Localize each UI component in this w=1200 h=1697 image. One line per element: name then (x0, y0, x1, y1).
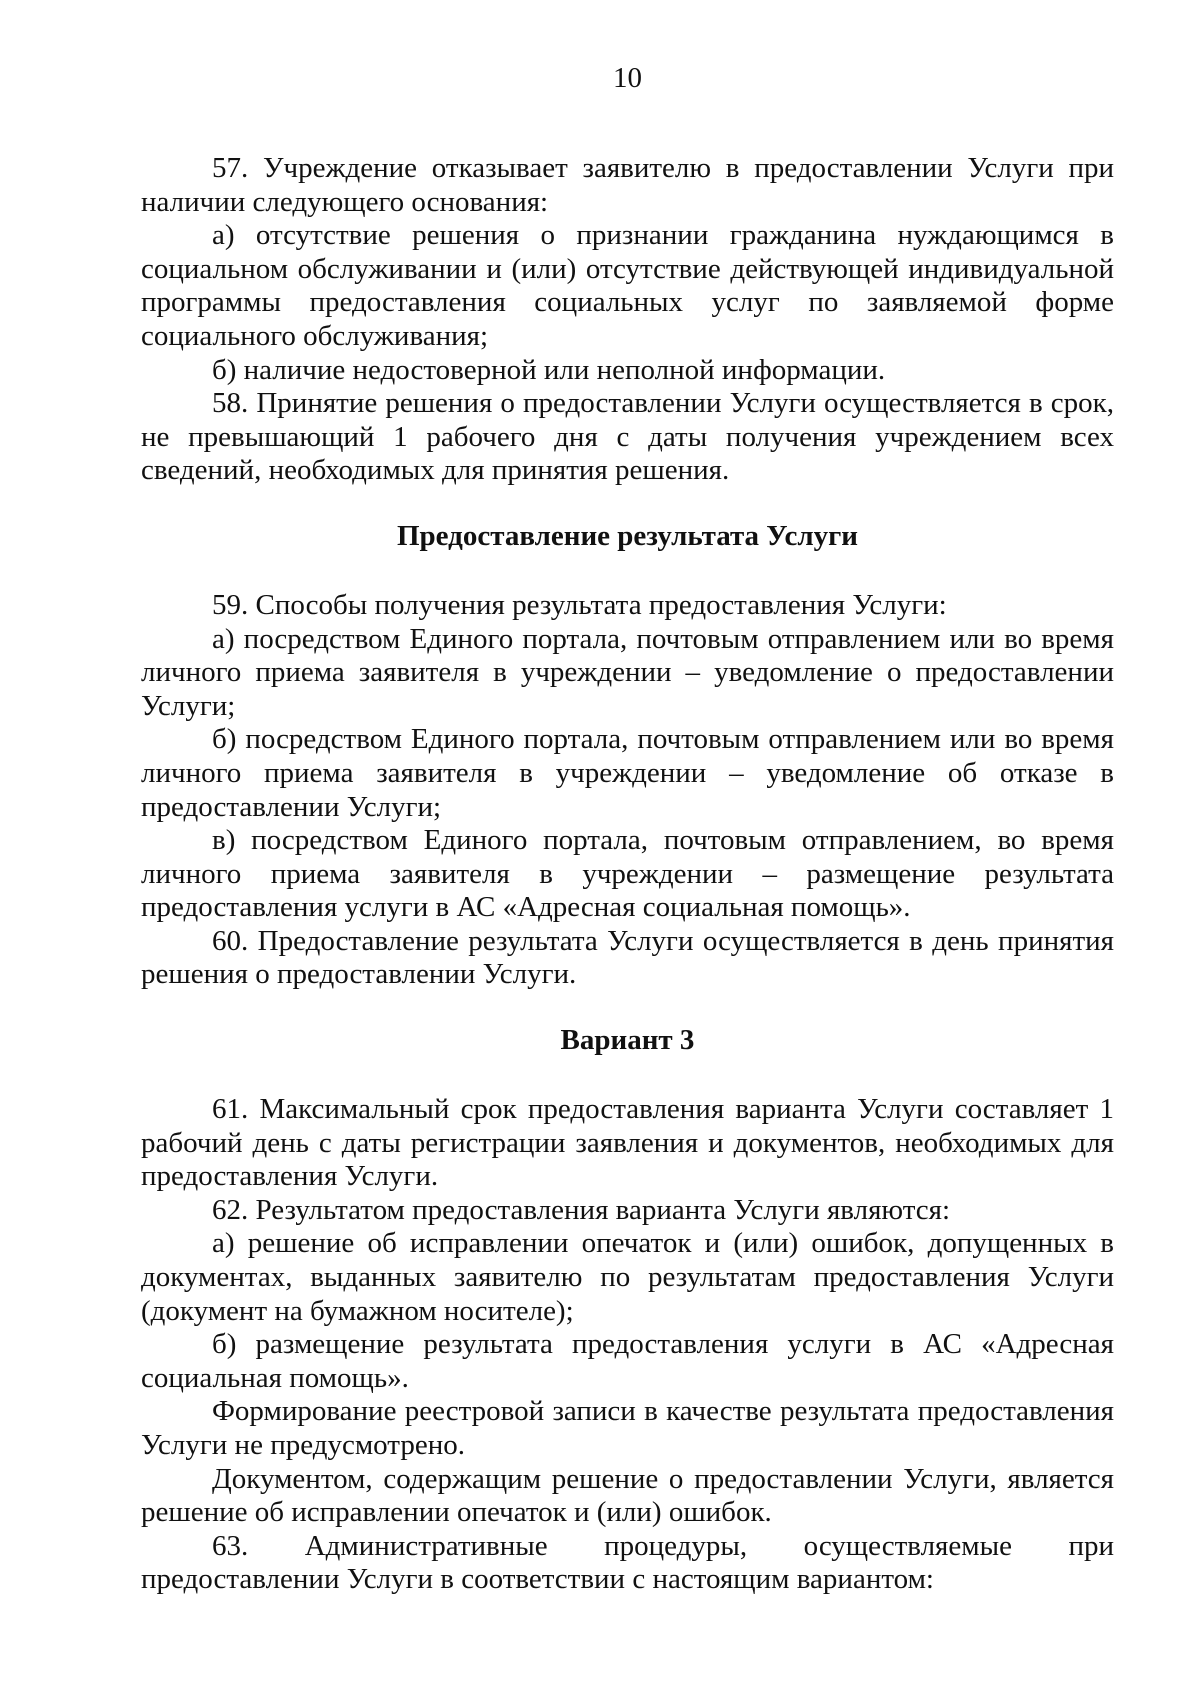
paragraph-59-v: в) посредством Единого портала, почтовым отправлением, во время личного приема заявителя в учреждении – размещение результата предоставления услуги в АС «Адресная социальная помощь». (141, 824, 1114, 924)
paragraph-57-a: а) отсутствие решения о признании гражданина нуждающимся в социальном обслуживании и (или) отсутствие действующей индивидуальной программы предоставления социальных услуг по заявляемой форме социального обслуживания; (141, 219, 1114, 352)
document-page (141, 58, 1114, 1597)
section-heading-variant-3: Вариант 3 (560, 1024, 695, 1057)
paragraph-60: 60. Предоставление результата Услуги осуществляется в день принятия решения о предоставлении Услуги. (141, 924, 1114, 991)
paragraph-decision-document: Документом, содержащим решение о предоставлении Услуги, является решение об исправлении опечаток и (или) ошибок. (141, 1462, 1114, 1529)
paragraph-61: 61. Максимальный срок предоставления варианта Услуги составляет 1 рабочий день с даты регистрации заявления и документов, необходимых для предоставления Услуги. (141, 1093, 1114, 1193)
paragraph-57: 57. Учреждение отказывает заявителю в предоставлении Услуги при наличии следующего основания: (141, 152, 1114, 218)
paragraph-62: 62. Результатом предоставления варианта Услуги являются: (212, 1193, 950, 1226)
paragraph-59-b: б) посредством Единого портала, почтовым отправлением или во время личного приема заявителя в учреждении – уведомление об отказе в предоставлении Услуги; (141, 723, 1114, 823)
paragraph-registry-record: Формирование реестровой записи в качестве результата предоставления Услуги не предусмотрено. (141, 1395, 1114, 1461)
section-heading-result: Предоставление результата Услуги (397, 519, 858, 552)
paragraph-59: 59. Способы получения результата предоставления Услуги: (212, 588, 947, 621)
page-number: 10 (613, 62, 642, 94)
paragraph-58: 58. Принятие решения о предоставлении Услуги осуществляется в срок, не превышающий 1 рабочего дня с даты получения учреждением всех сведений, необходимых для принятия решения. (141, 387, 1114, 487)
paragraph-62-a: а) решение об исправлении опечаток и (или) ошибок, допущенных в документах, выданных заявителю по результатам предоставления Услуги (документ на бумажном носителе); (141, 1227, 1114, 1327)
paragraph-62-b: б) размещение результата предоставления услуги в АС «Адресная социальная помощь». (141, 1328, 1114, 1394)
paragraph-57-b: б) наличие недостоверной или неполной информации. (212, 353, 886, 386)
paragraph-59-a: а) посредством Единого портала, почтовым отправлением или во время личного приема заявителя в учреждении – уведомление о предоставлении Услуги; (141, 622, 1114, 722)
paragraph-63: 63. Административные процедуры, осуществляемые при предоставлении Услуги в соответствии с настоящим вариантом: (141, 1529, 1114, 1596)
